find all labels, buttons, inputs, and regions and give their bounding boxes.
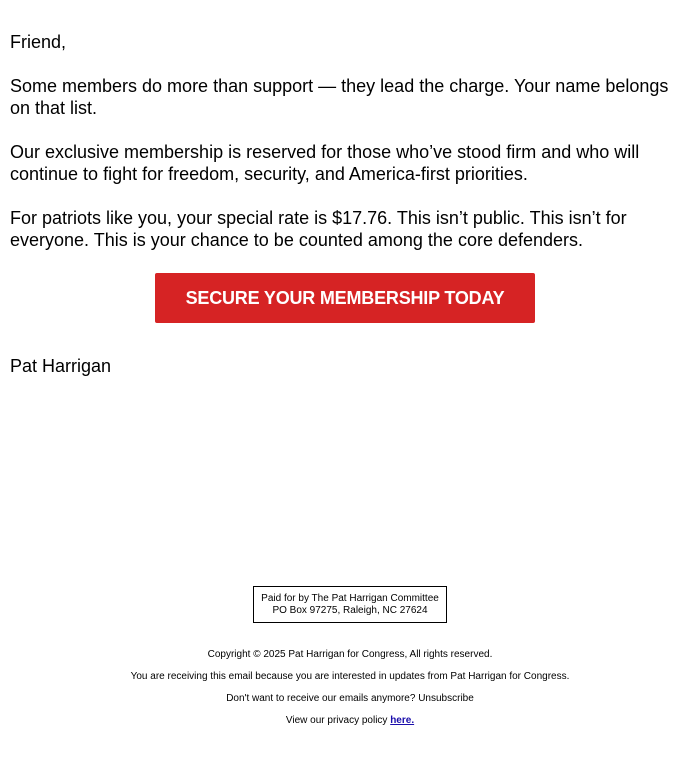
cta-container [10, 273, 680, 323]
privacy-prompt: View our privacy policy [285, 715, 388, 726]
body-paragraph-2: Our exclusive membership is reserved for those who’ve stood firm and who will continue to fight for freedom, security, and America-first priorities. [10, 142, 640, 184]
privacy-policy-link[interactable]: here. [390, 715, 415, 726]
signature: Pat Harrigan [10, 356, 112, 376]
greeting: Friend, [10, 32, 67, 52]
body-paragraph-1: Some members do more than support — they lead the charge. Your name belongs on that list. [10, 76, 669, 118]
paid-for-line-2: PO Box 97275, Raleigh, NC 27624 [272, 605, 428, 616]
unsubscribe-prompt: Don't want to receive our emails anymore? [226, 693, 416, 704]
unsubscribe-link[interactable]: Unsubscribe [418, 693, 474, 704]
copyright-notice: Copyright © 2025 Pat Harrigan for Congress, All rights reserved. [207, 649, 493, 660]
privacy-line [0, 715, 700, 727]
email-footer [0, 586, 700, 727]
unsubscribe-line [0, 693, 700, 705]
body-paragraph-3: For patriots like you, your special rate is $17.76. This isn’t public. This isn’t for everyone. This is your chance to be counted among the core defenders. [10, 208, 627, 250]
paid-for-disclaimer [253, 586, 447, 623]
email-body [10, 31, 680, 399]
secure-membership-button[interactable]: SECURE YOUR MEMBERSHIP TODAY [155, 273, 535, 323]
receiving-notice: You are receiving this email because you are interested in updates from Pat Harrigan for Congress. [130, 671, 570, 682]
paid-for-line-1: Paid for by The Pat Harrigan Committee [261, 593, 439, 604]
